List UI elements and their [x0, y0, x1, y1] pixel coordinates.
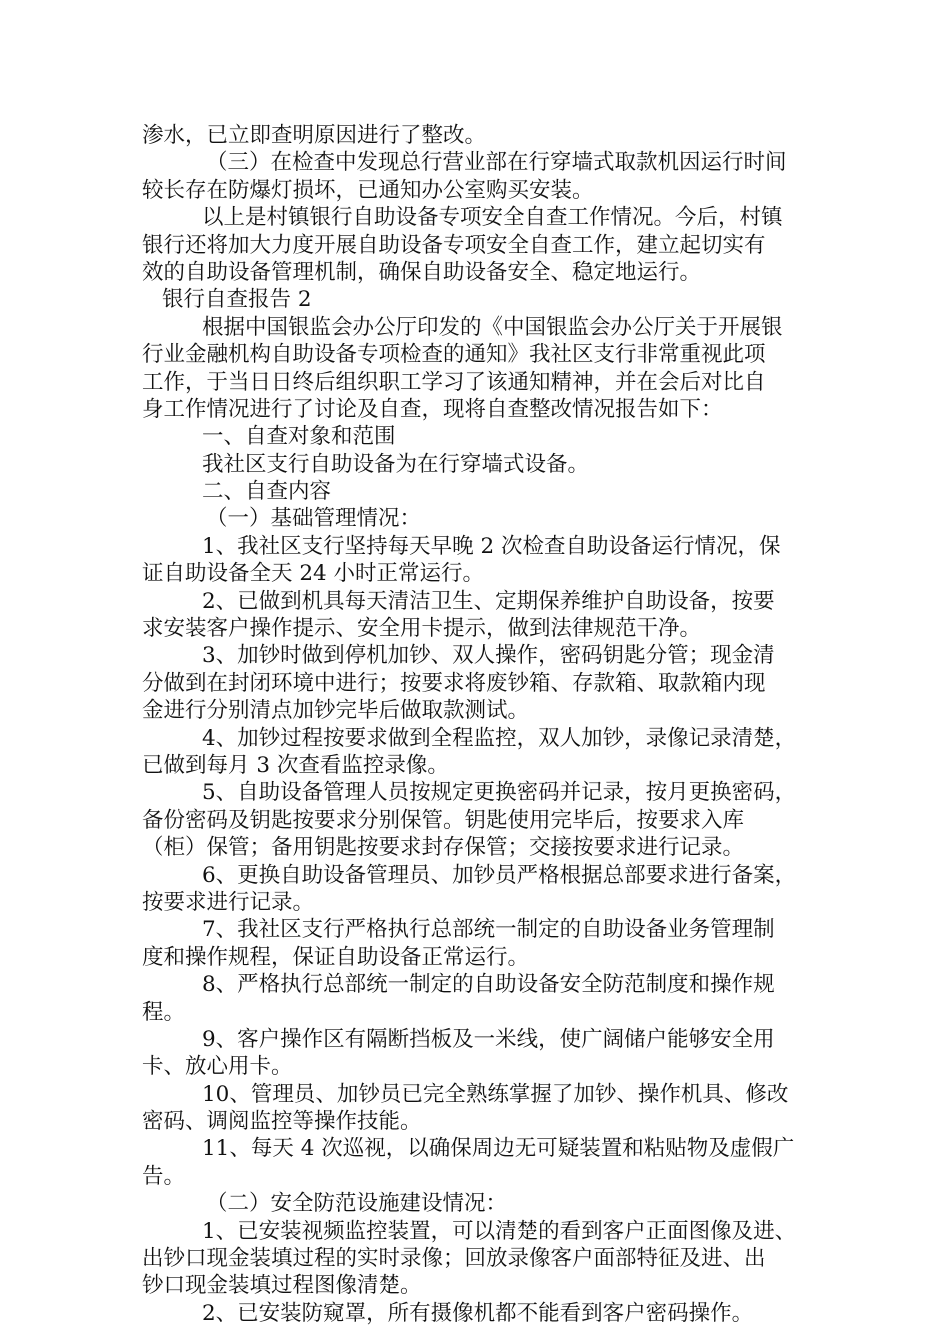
paragraph-line: 告。: [142, 1163, 186, 1189]
paragraph-line: 求安装客户操作提示、安全用卡提示，做到法律规范干净。: [142, 616, 702, 642]
paragraph-line: 11、每天 4 次巡视，以确保周边无可疑装置和粘贴物及虚假广: [202, 1136, 795, 1162]
paragraph-line: 根据中国银监会办公厅印发的《中国银监会办公厅关于开展银: [202, 314, 783, 340]
document-body: [142, 122, 824, 1327]
paragraph-line: 金进行分别清点加钞完毕后做取款测试。: [142, 698, 530, 724]
paragraph-line: 效的自助设备管理机制，确保自助设备安全、稳定地运行。: [142, 259, 702, 285]
paragraph-line: 我社区支行自助设备为在行穿墙式设备。: [202, 451, 590, 477]
paragraph-line: 已做到每月 3 次查看监控录像。: [142, 752, 449, 778]
paragraph-line: 证自助设备全天 24 小时正常运行。: [142, 561, 485, 587]
subheading-line: （二）安全防范设施建设情况：: [206, 1191, 508, 1217]
paragraph-line: 1、已安装视频监控装置，可以清楚的看到客户正面图像及进、: [202, 1218, 797, 1244]
heading-line: 二、自查内容: [202, 479, 332, 505]
paragraph-line: 备份密码及钥匙按要求分别保管。钥匙使用完毕后，按要求入库: [142, 807, 745, 833]
paragraph-line: 5、自助设备管理人员按规定更换密码并记录，按月更换密码，: [202, 780, 797, 806]
paragraph-line: 程。: [142, 999, 186, 1025]
paragraph-line: 密码、调阅监控等操作技能。: [142, 1109, 422, 1135]
paragraph-line: 1、我社区支行坚持每天早晚 2 次检查自助设备运行情况，保: [202, 533, 781, 559]
paragraph-line: 按要求进行记录。: [142, 889, 315, 915]
paragraph-line: 8、严格执行总部统一制定的自助设备安全防范制度和操作规: [202, 972, 775, 998]
paragraph-line: 以上是村镇银行自助设备专项安全自查工作情况。今后，村镇: [202, 205, 783, 231]
paragraph-line: 2、已做到机具每天清洁卫生、定期保养维护自助设备，按要: [202, 588, 775, 614]
paragraph-line: 钞口现金装填过程图像清楚。: [142, 1273, 422, 1299]
paragraph-line: 6、更换自助设备管理员、加钞员严格根据总部要求进行备案，: [202, 862, 797, 888]
paragraph-line: 较长存在防爆灯损坏，已通知办公室购买安装。: [142, 177, 594, 203]
paragraph-line: 9、客户操作区有隔断挡板及一米线，使广阔储户能够安全用: [202, 1026, 775, 1052]
heading-line: 一、自查对象和范围: [202, 424, 396, 450]
paragraph-line: 7、我社区支行严格执行总部统一制定的自助设备业务管理制: [202, 917, 775, 943]
paragraph-line: 银行还将加大力度开展自助设备专项安全自查工作，建立起切实有: [142, 232, 766, 258]
paragraph-line: 度和操作规程，保证自助设备正常运行。: [142, 944, 530, 970]
paragraph-line: （柜）保管；备用钥匙按要求封存保管；交接按要求进行记录。: [142, 835, 745, 861]
paragraph-line: 3、加钞时做到停机加钞、双人操作，密码钥匙分管；现金清: [202, 643, 775, 669]
paragraph-line: 渗水，已立即查明原因进行了整改。: [142, 123, 487, 148]
section-title: 银行自查报告 2: [162, 287, 312, 313]
paragraph-line: 工作，于当日日终后组织职工学习了该通知精神，并在会后对比自: [142, 369, 766, 395]
subheading-line: （一）基础管理情况：: [206, 506, 422, 532]
paragraph-line: 2、已安装防窥罩，所有摄像机都不能看到客户密码操作。: [202, 1300, 754, 1326]
paragraph-line: 卡、放心用卡。: [142, 1054, 293, 1080]
paragraph-line: 身工作情况进行了讨论及自查，现将自查整改情况报告如下：: [142, 396, 723, 422]
paragraph-line: （三）在检查中发现总行营业部在行穿墙式取款机因运行时间: [206, 150, 787, 176]
paragraph-line: 出钞口现金装填过程的实时录像；回放录像客户面部特征及进、出: [142, 1246, 766, 1272]
paragraph-line: 分做到在封闭环境中进行；按要求将废钞箱、存款箱、取款箱内现: [142, 670, 766, 696]
paragraph-line: 行业金融机构自助设备专项检查的通知》我社区支行非常重视此项: [142, 342, 766, 368]
paragraph-line: 4、加钞过程按要求做到全程监控，双人加钞，录像记录清楚，: [202, 725, 797, 751]
paragraph-line: 10、管理员、加钞员已完全熟练掌握了加钞、操作机具、修改: [202, 1081, 789, 1107]
